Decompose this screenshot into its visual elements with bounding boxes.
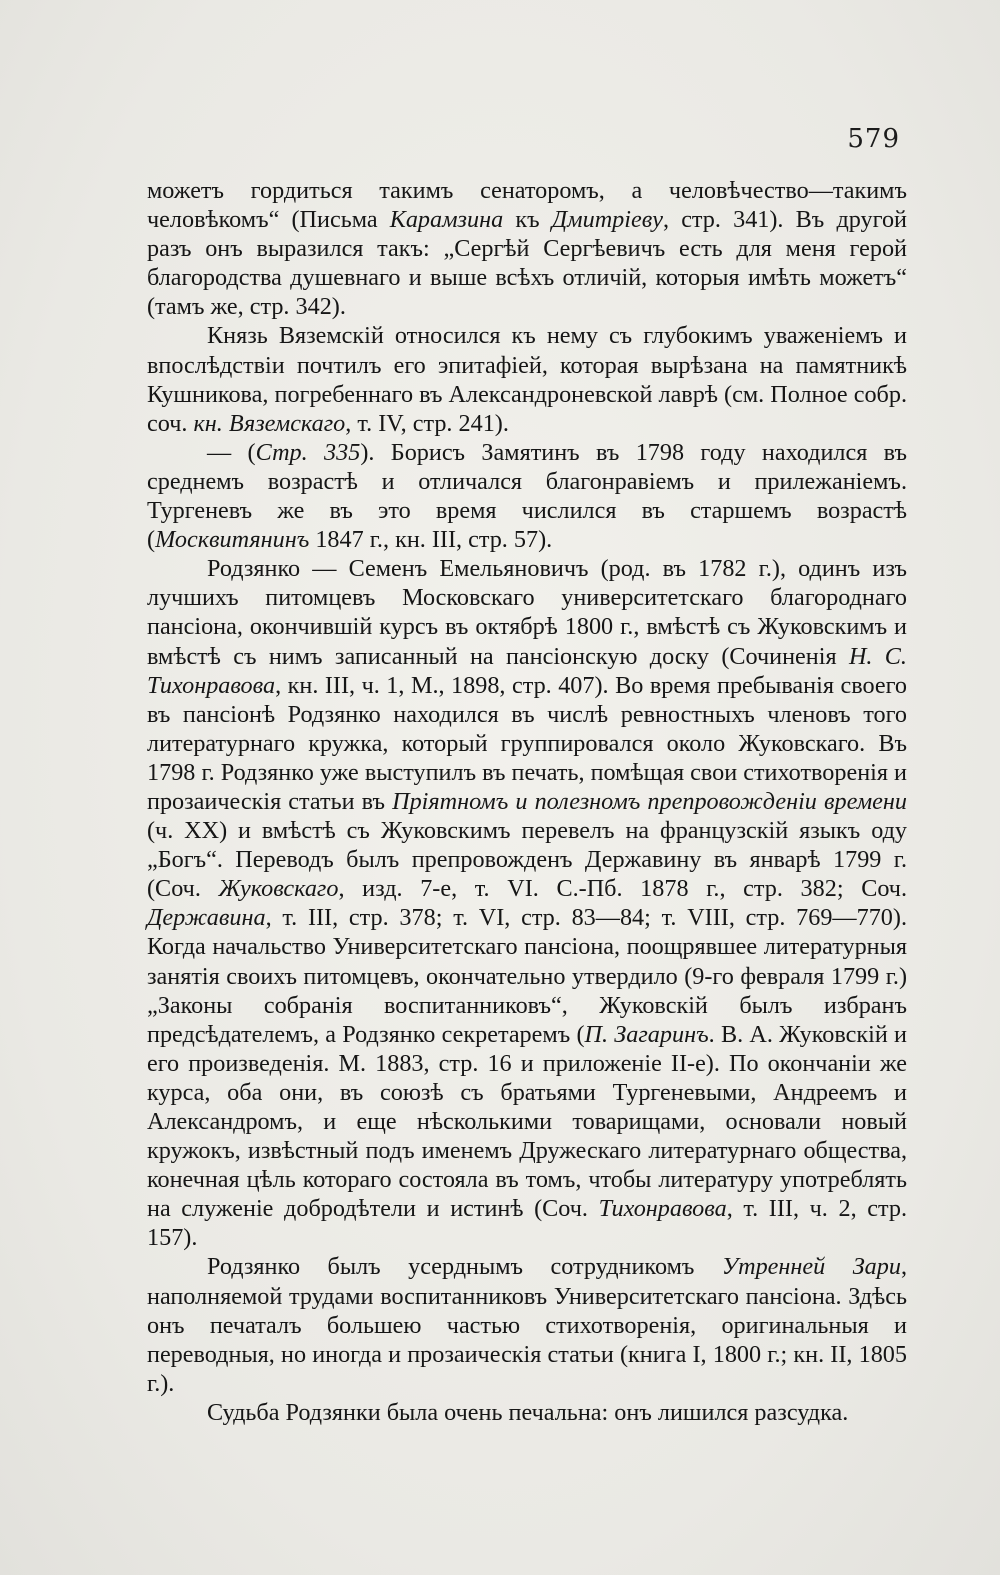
paragraph-2 (147, 321, 907, 437)
italic-reference: кн. Вяземскаго (193, 409, 346, 437)
italic-reference: Дмитріеву (551, 206, 663, 234)
italic-reference: Жуковскаго (218, 875, 339, 903)
text-run: Судьба Родзянки была очень печальна: онъ лишился разсудка. (207, 1398, 849, 1426)
italic-reference: П. Загаринъ (584, 1020, 709, 1048)
text-run: Родзянко — Семенъ Емельяновичъ (род. въ 1782 г.), одинъ изъ лучшихъ питомцевъ Московскаго университетскаго благороднаго пансіона, окончившій курсъ въ октябрѣ 1800 г., вмѣстѣ съ Жуковскимъ и вмѣстѣ съ нимъ записанный на пансіонскую доску (Сочиненія (147, 555, 907, 670)
body-text (147, 176, 907, 1427)
paragraph-4 (147, 554, 907, 1252)
italic-reference: Москвитянинъ (155, 526, 310, 554)
italic-reference: Державина (147, 904, 266, 932)
text-run: , наполняемой трудами воспитанниковъ Университетскаго пансіона. Здѣсь онъ печаталъ большею частью стихотворенія, оригинальныя и переводныя, но иногда и прозаическія статьи (книга I, 1800 г.; кн. II, 1805 г.). (147, 1253, 907, 1397)
italic-reference: Н. С. Тихонравова (147, 642, 907, 699)
text-run: Родзянко былъ усерднымъ сотрудникомъ (207, 1253, 722, 1281)
paragraph-6 (147, 1398, 907, 1427)
text-run: , т. III, ч. 2, стр. 157). (147, 1195, 907, 1252)
italic-reference: Карамзина (389, 206, 504, 234)
text-run: , т. III, стр. 378; т. VI, стр. 83—84; т. VIII, стр. 769—770). Когда начальство Университетскаго пансіона, поощрявшее литературныя занятія своихъ питомцевъ, окончательно утвердило (9-го февраля 1799 г.) „Законы собранія воспитанниковъ“, Жуковскій былъ избранъ предсѣдателемъ, а Родзянко секретаремъ ( (147, 904, 907, 1048)
page-number: 579 (847, 124, 900, 154)
italic-reference: Стр. 335 (255, 438, 361, 466)
text-run: , кн. III, ч. 1, М., 1898, стр. 407). Во время пребыванія своего въ пансіонѣ Родзянко находился въ числѣ ревностныхъ членовъ того литературнаго кружка, который группировался около Жуковскаго. Въ 1798 г. Родзянко уже выступилъ въ печать, помѣщая свои стихотворенія и прозаическія статьи въ (147, 671, 907, 815)
paragraph-5 (147, 1252, 907, 1397)
text-run: , т. IV, стр. 241). (345, 409, 509, 437)
paragraph-1 (147, 176, 907, 321)
text-run: , стр. 341). Въ другой разъ онъ выразился такъ: „Сергѣй Сергѣевичъ есть для меня герой благородства душевнаго и выше всѣхъ отличій, которыя имѣть можетъ“ (тамъ же, стр. 342). (147, 206, 907, 321)
italic-reference: Пріятномъ и полезномъ препровожденіи времени (392, 787, 907, 815)
text-run: можетъ гордиться такимъ сенаторомъ, а человѣчество—такимъ человѣкомъ“ (Письма (147, 177, 907, 234)
text-run: . В. А. Жуковскій и его произведенія. М. 1883, стр. 16 и приложеніе II-е). По окончаніи же курса, оба они, въ союзѣ съ братьями Тургеневыми, Андреемъ и Александромъ, и еще нѣсколькими товарищами, основали новый кружокъ, извѣстный подъ именемъ Дружескаго литературнаго общества, конечная цѣль котораго состояла въ томъ, чтобы литературу употреблять на служеніе добродѣтели и истинѣ (Соч. (147, 1020, 907, 1223)
text-run: (ч. XX) и вмѣстѣ съ Жуковскимъ перевелъ на французскій языкъ оду „Богъ“. Переводъ былъ препровожденъ Державину въ январѣ 1799 г. (Соч. (147, 817, 907, 903)
text-run: , изд. 7-е, т. VI. С.-Пб. 1878 г., стр. 382; Соч. (338, 875, 908, 903)
text-run: ). Борисъ Замятинъ въ 1798 году находился въ среднемъ возрастѣ и отличался благонравіемъ и прилежаніемъ. Тургеневъ же въ это время числился въ старшемъ возрастѣ ( (147, 438, 908, 554)
italic-reference: Тихонравова (598, 1195, 727, 1223)
text-run: 1847 г., кн. III, стр. 57). (309, 526, 553, 554)
text-run: Князь Вяземскій относился къ нему съ глубокимъ уваженіемъ и впослѣдствіи почтилъ его эпитафіей, которая вырѣзана на памятникѣ Кушникова, погребеннаго въ Александроневской лаврѣ (см. Полное собр. соч. (147, 322, 907, 437)
text-run: — ( (207, 438, 256, 466)
italic-reference: Утренней Зари (721, 1253, 901, 1281)
text-run: къ (503, 206, 552, 234)
paragraph-3 (147, 438, 907, 554)
